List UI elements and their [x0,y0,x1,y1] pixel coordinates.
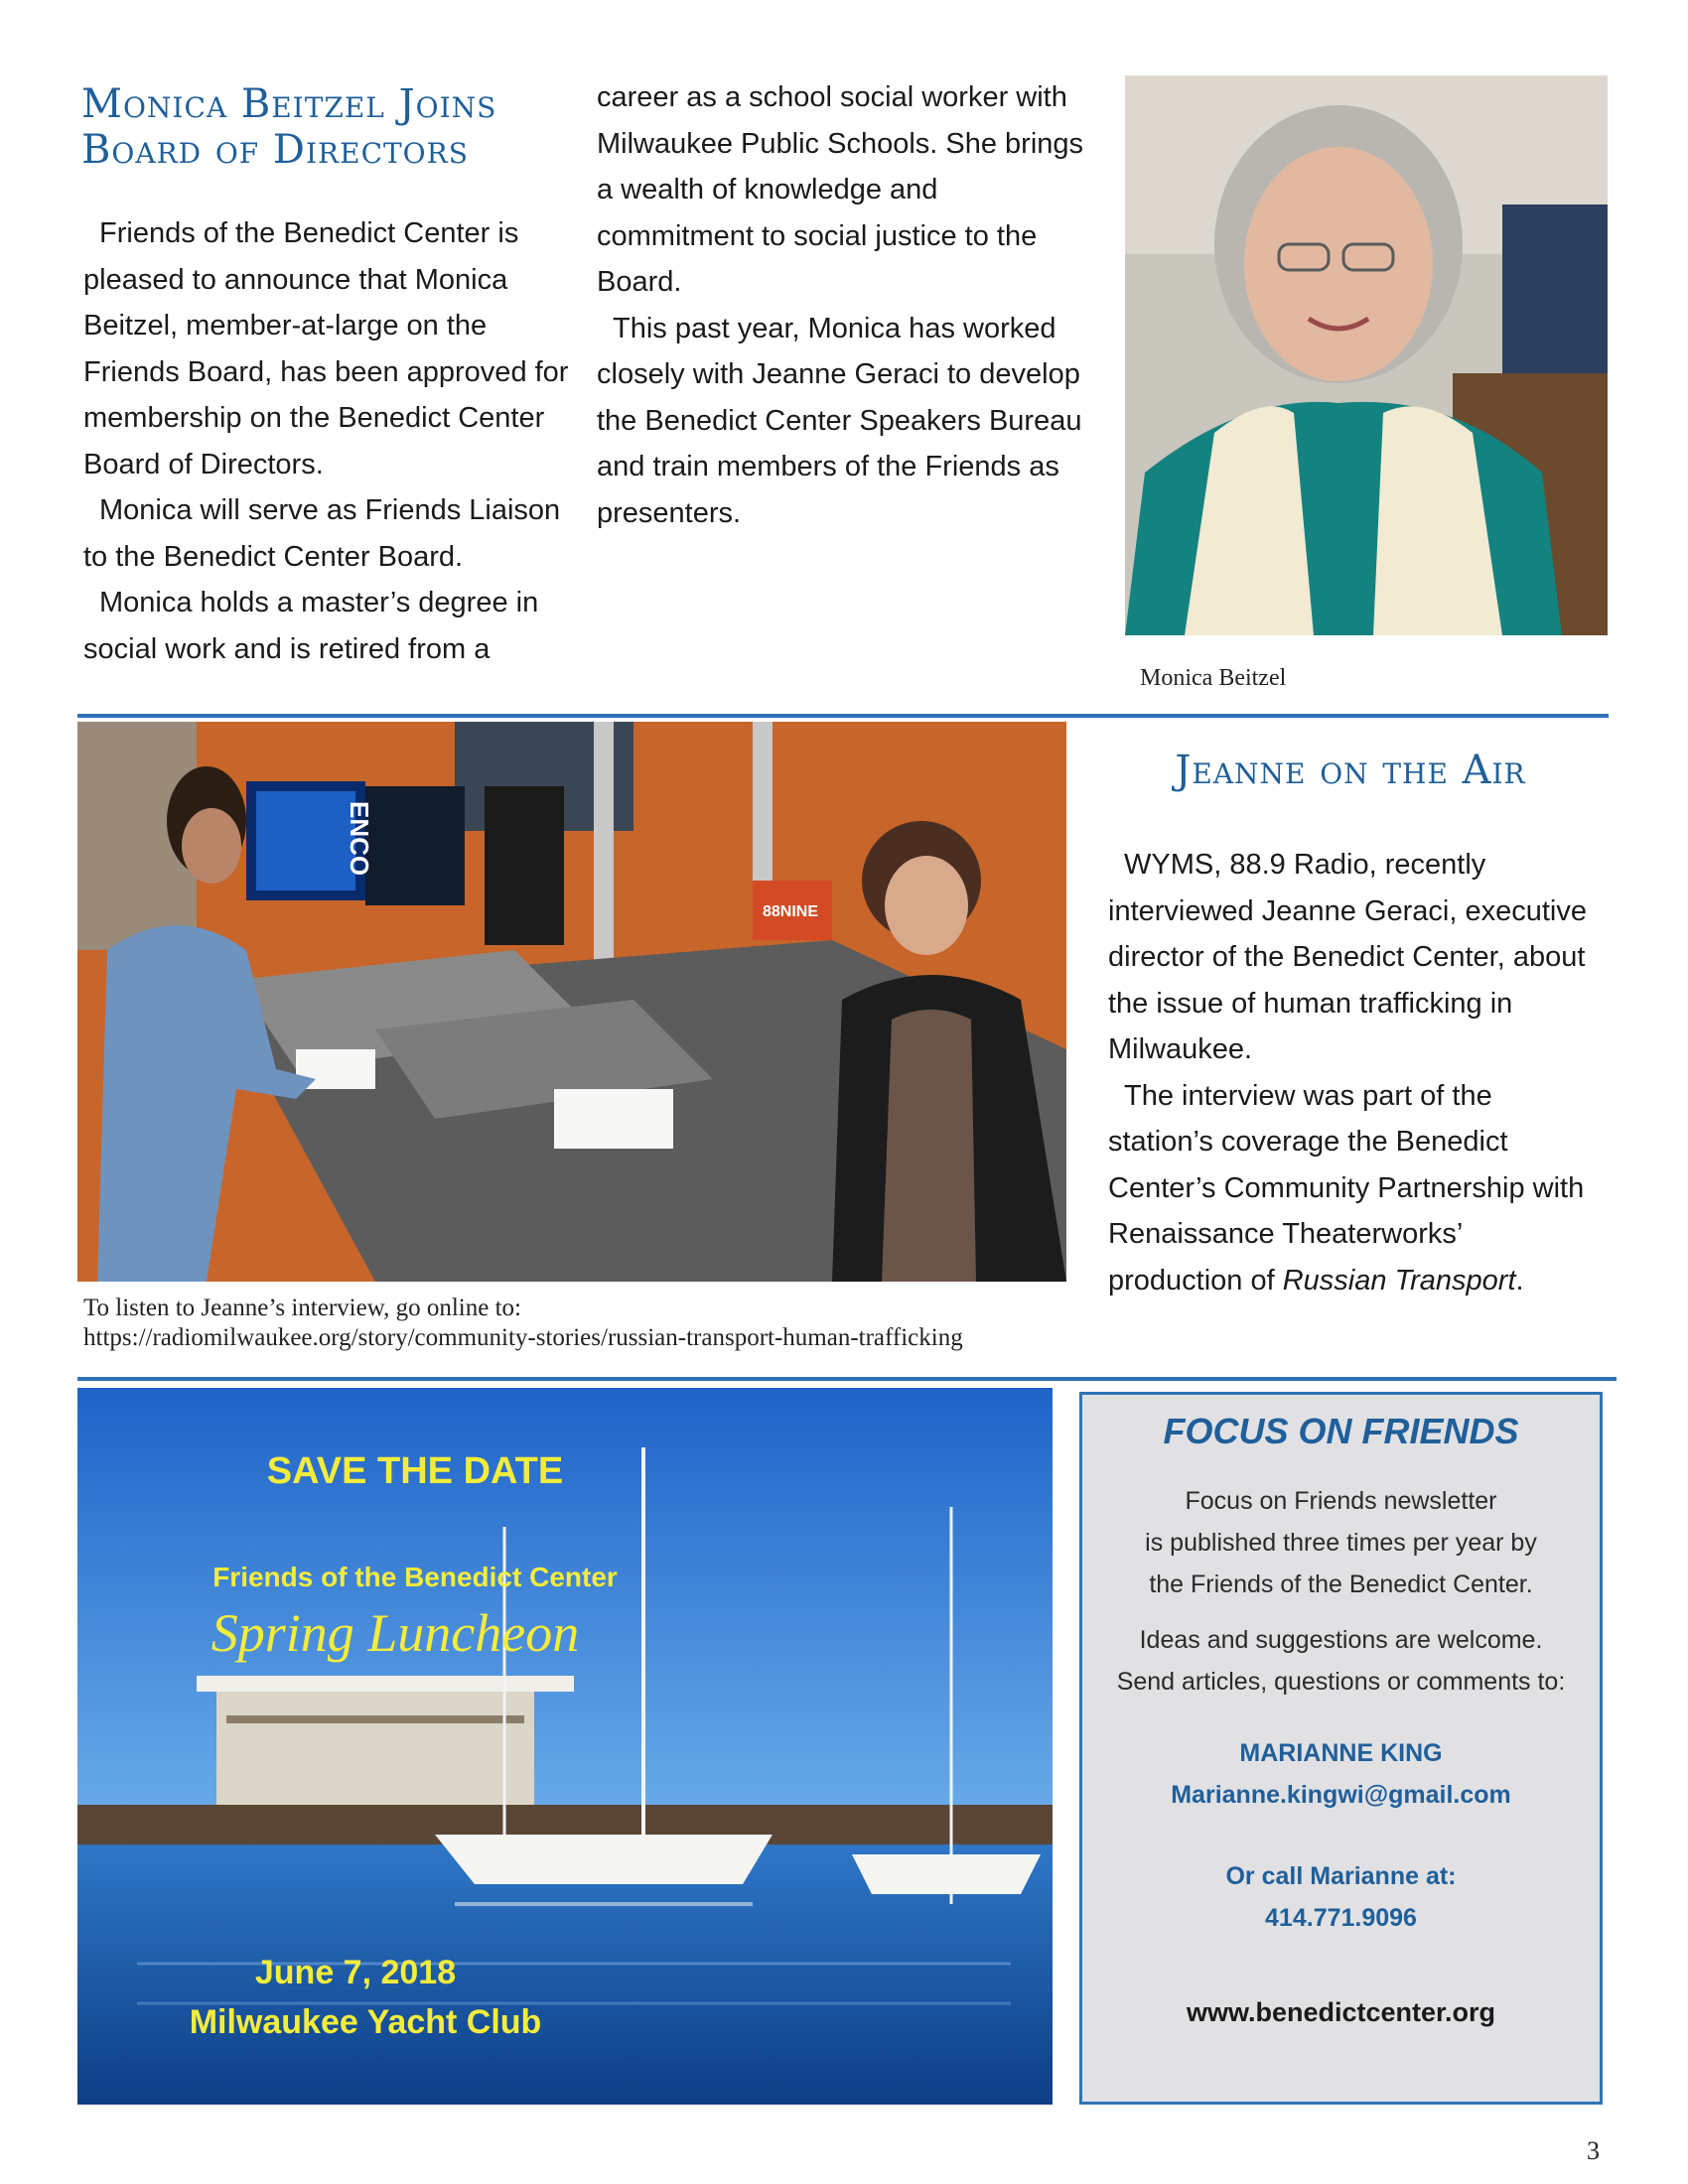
save-the-date-text: SAVE THE DATE [266,1450,564,1492]
article2-para1: WYMS, 88.9 Radio, recently interviewed Jeanne Geraci, executive director of the Benedict Center, about the issue of human trafficking in Milwaukee. [1108,849,1587,1065]
monitor-label: ENCO [345,801,374,877]
article1-heading [81,81,598,173]
website-link[interactable]: www.benedictcenter.org [1186,1997,1496,2027]
event-name-text: Spring Luncheon [211,1603,580,1663]
event-date-text: June 7, 2018 [254,1954,457,1991]
focus-contact [1082,1732,1600,1816]
page-number: 3 [1587,2136,1600,2165]
station-flag-text: 88NINE [763,903,819,920]
article2-heading: Jeanne on the Air [1175,748,1526,793]
focus-call [1082,1855,1600,1939]
call-label: Or call Marianne at: [1225,1862,1457,1890]
focus-desc-line2: is published three times per year by [1145,1529,1537,1557]
article1-column1 [83,210,580,672]
article1-heading-line2: Board of Directors [81,127,469,173]
focus-description [1082,1480,1600,1605]
article1-heading-line1: Monica Beitzel Joins [81,81,497,127]
monica-beitzel-photo [1125,75,1608,635]
article1-para3: Monica holds a master’s degree in social work and is retired from a [83,587,539,665]
divider-rule-1 [77,714,1609,718]
spring-luncheon-flyer [77,1388,1053,2105]
focus-desc-line3: the Friends of the Benedict Center. [1149,1570,1533,1598]
interview-caption-line1: To listen to Jeanne’s interview, go online to: [83,1295,521,1321]
interview-link[interactable]: https://radiomilwaukee.org/story/community-stories/russian-transport-human-trafficking [83,1324,963,1351]
focus-title: FOCUS ON FRIENDS [1163,1411,1519,1451]
contact-name: MARIANNE KING [1239,1739,1443,1767]
article1-column2 [597,74,1098,536]
focus-on-friends-box [1079,1392,1603,2105]
focus-ideas-line1: Ideas and suggestions are welcome. [1139,1626,1543,1654]
article2-para2-suffix: . [1515,1264,1524,1297]
article1-para4: career as a school social worker with Milwaukee Public Schools. She brings a wealth of knowledge and commitment to social justice to the Board. [597,81,1084,298]
focus-ideas-line2: Send articles, questions or comments to: [1116,1668,1566,1696]
article1-para2: Monica will serve as Friends Liaison to the Benedict Center Board. [83,494,561,573]
event-venue-text: Milwaukee Yacht Club [189,2003,542,2041]
contact-phone[interactable]: 414.771.9096 [1265,1904,1417,1932]
article2-text [1108,842,1603,1303]
divider-rule-2 [77,1377,1617,1381]
article2-para2 [1108,1073,1603,1304]
event-org-text: Friends of the Benedict Center [212,1562,618,1592]
interview-caption [83,1294,1076,1353]
contact-email[interactable]: Marianne.kingwi@gmail.com [1171,1781,1511,1809]
focus-ideas [1082,1619,1600,1703]
article1-para5: This past year, Monica has worked closely with Jeanne Geraci to develop the Benedict Center Speakers Bureau and train members of the Friends as presenters. [597,312,1082,529]
focus-desc-line1: Focus on Friends newsletter [1185,1487,1497,1515]
radio-studio-photo [77,722,1066,1282]
play-title: Russian Transport [1282,1264,1516,1297]
article2-para2-prefix: The interview was part of the station’s coverage the Benedict Center’s Community Partnership with Renaissance Theaterworks’ production of [1108,1079,1585,1297]
article1-para1: Friends of the Benedict Center is pleased to announce that Monica Beitzel, member-at-large on the Friends Board, has been approved for membership on the Benedict Center Board of Directors. [83,217,569,480]
monica-photo-caption: Monica Beitzel [1140,665,1287,691]
